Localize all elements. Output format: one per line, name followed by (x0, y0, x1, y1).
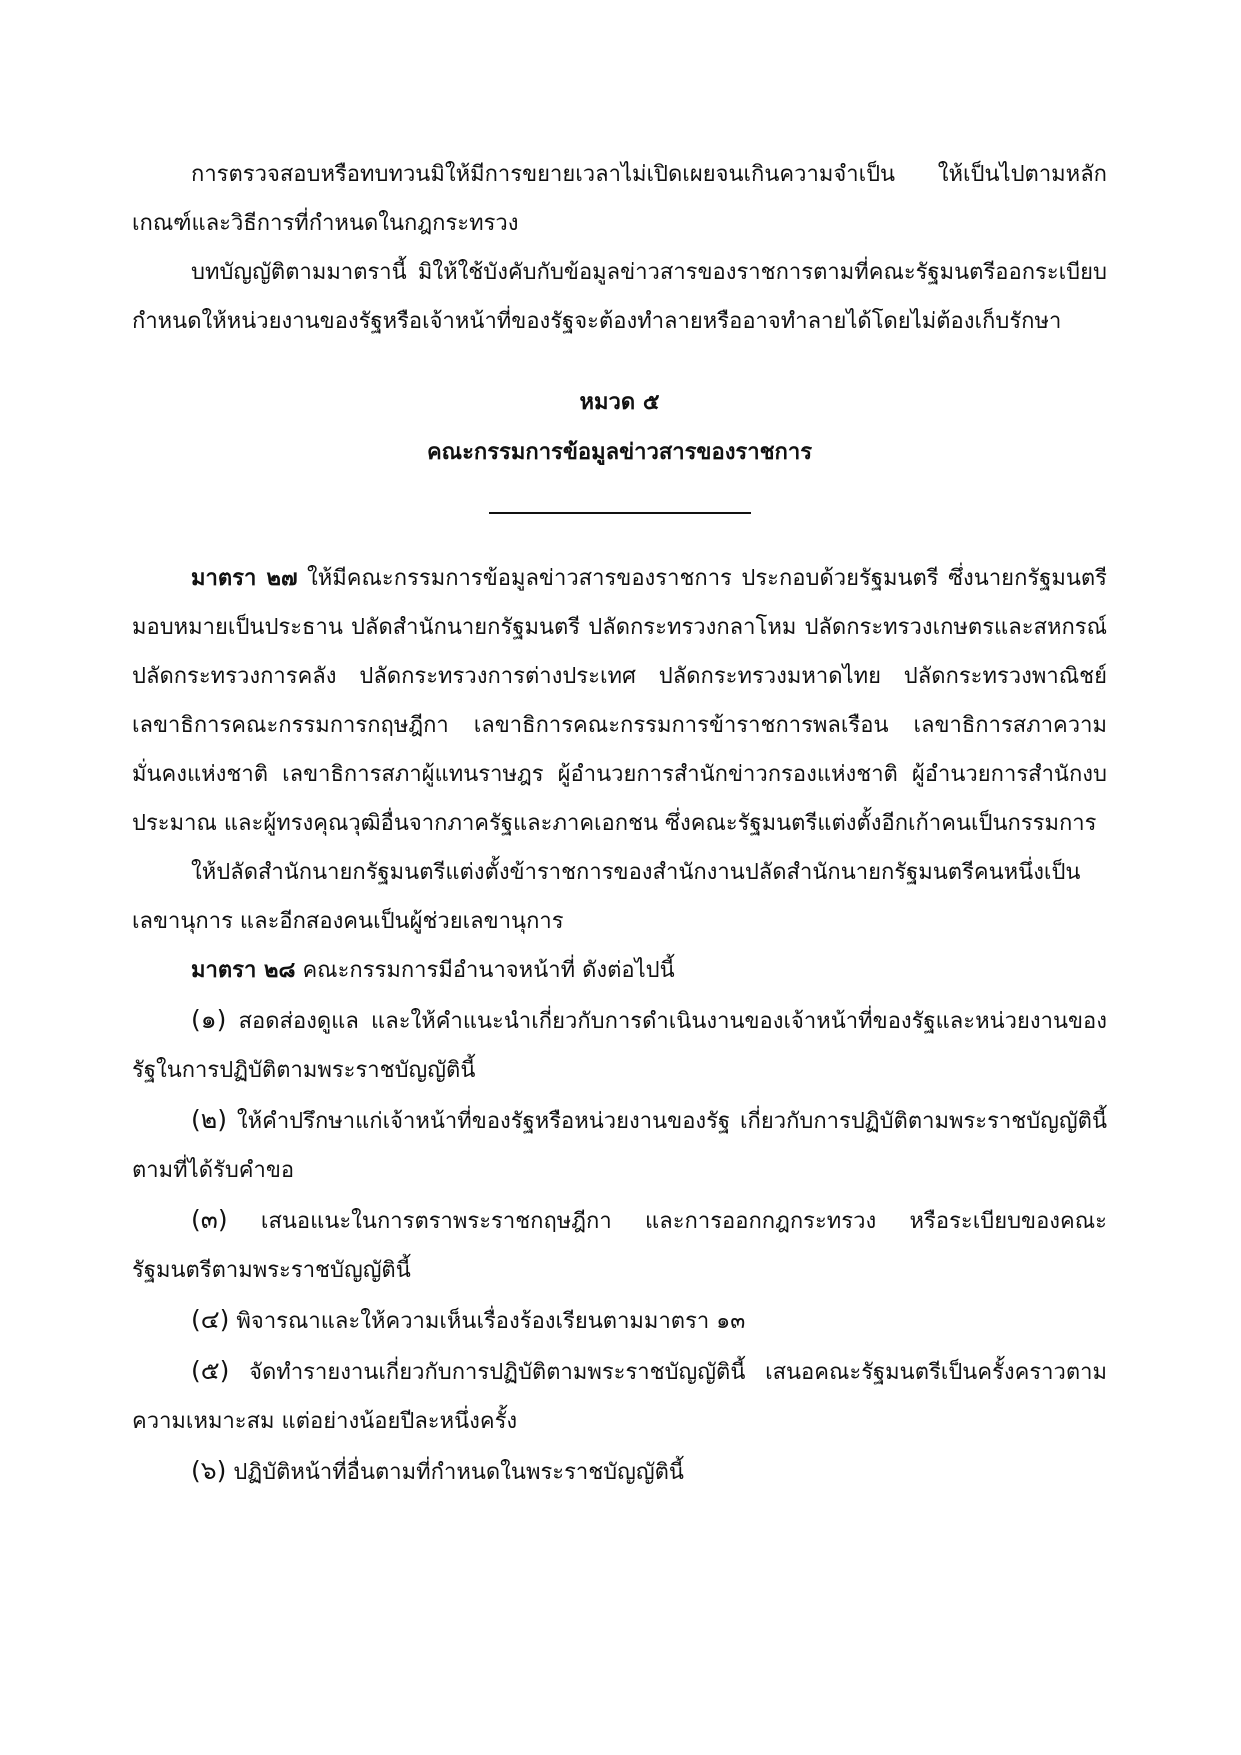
item-text: สอดส่องดูแล และให้คำแนะนำเกี่ยวกับการดำเนินงานของเจ้าหน้าที่ของรัฐและหน่วยงานของรัฐในการปฏิบัติตามพระราชบัญญัตินี้ (132, 1009, 1107, 1083)
chapter-title: คณะกรรมการข้อมูลข่าวสารของราชการ (426, 440, 813, 465)
chapter-divider (489, 512, 751, 514)
item-text: ปฏิบัติหน้าที่อื่นตามที่กำหนดในพระราชบัญญัตินี้ (226, 1460, 684, 1485)
chapter-heading: หมวด ๕ (579, 390, 660, 415)
item-text: พิจารณาและให้ความเห็นเรื่องร้องเรียนตามมาตรา ๑๓ (229, 1309, 746, 1334)
section-27-text: ให้มีคณะกรรมการข้อมูลข่าวสารของราชการ ประกอบด้วยรัฐมนตรี ซึ่งนายกรัฐมนตรีมอบหมายเป็นประธาน ปลัดสำนักนายกรัฐมนตรี ปลัดกระทรวงกลาโหม ปลัดกระทรวงเกษตรและสหกรณ์ ปลัดกระทรวงการคลัง ปลัดกระทรวงการต่างประเทศ ปลัดกระทรวงมหาดไทย ปลัดกระทรวงพาณิชย์ เลขาธิการคณะกรรมการกฤษฎีกา เลขาธิการคณะกรรมการข้าราชการพลเรือน เลขาธิการสภาความมั่นคงแห่งชาติ เลขาธิการสภาผู้แทนราษฎร ผู้อำนวยการสำนักข่าวกรองแห่งชาติ ผู้อำนวยการสำนักงบประมาณ และผู้ทรงคุณวุฒิอื่นจากภาครัฐและภาคเอกชน ซึ่งคณะรัฐมนตรีแต่งตั้งอีกเก้าคนเป็นกรรมการ (132, 566, 1107, 836)
document-page (132, 150, 1107, 1497)
item-number: (๒) (191, 1105, 227, 1134)
item-number: (๕) (191, 1356, 230, 1385)
item-number: (๓) (191, 1205, 228, 1234)
intro-paragraph-1: การตรวจสอบหรือทบทวนมิให้มีการขยายเวลาไม่เปิดเผยจนเกินความจำเป็น ให้เป็นไปตามหลักเกณฑ์และวิธีการที่กำหนดในกฎกระทรวง (132, 162, 1107, 236)
section-28-label: มาตรา ๒๘ (191, 958, 296, 983)
spacer (132, 346, 1107, 378)
section-28-text: คณะกรรมการมีอำนาจหน้าที่ ดังต่อไปนี้ (295, 958, 675, 983)
section-27-paragraph-2: ให้ปลัดสำนักนายกรัฐมนตรีแต่งตั้งข้าราชการของสำนักงานปลัดสำนักนายกรัฐมนตรีคนหนึ่งเป็นเลขานุการ และอีกสองคนเป็นผู้ช่วยเลขานุการ (132, 860, 1081, 934)
item-number: (๑) (191, 1005, 227, 1034)
item-text: จัดทำรายงานเกี่ยวกับการปฏิบัติตามพระราชบัญญัตินี้ เสนอคณะรัฐมนตรีเป็นครั้งคราวตามความเหมาะสม แต่อย่างน้อยปีละหนึ่งครั้ง (132, 1360, 1107, 1434)
section-27-paragraph (132, 554, 1107, 848)
item-number: (๔) (191, 1305, 230, 1334)
section-28-item (132, 1095, 1107, 1195)
section-28-item (132, 1346, 1107, 1446)
section-28-item (132, 1195, 1107, 1295)
section-28-item (132, 1295, 1107, 1346)
item-number: (๖) (191, 1456, 227, 1485)
section-27-label: มาตรา ๒๗ (191, 566, 298, 591)
section-28-item (132, 1446, 1107, 1497)
intro-paragraph-2: บทบัญญัติตามมาตรานี้ มิให้ใช้บังคับกับข้อมูลข่าวสารของราชการตามที่คณะรัฐมนตรีออกระเบียบกำหนดให้หน่วยงานของรัฐหรือเจ้าหน้าที่ของรัฐจะต้องทำลายหรืออาจทำลายได้โดยไม่ต้องเก็บรักษา (132, 260, 1107, 334)
section-28-item (132, 995, 1107, 1095)
section-28-paragraph (132, 946, 1107, 995)
item-text: ให้คำปรึกษาแก่เจ้าหน้าที่ของรัฐหรือหน่วยงานของรัฐ เกี่ยวกับการปฏิบัติตามพระราชบัญญัตินี้ตามที่ได้รับคำขอ (132, 1109, 1107, 1183)
item-text: เสนอแนะในการตราพระราชกฤษฎีกา และการออกกฎกระทรวง หรือระเบียบของคณะรัฐมนตรีตามพระราชบัญญัตินี้ (132, 1209, 1107, 1283)
